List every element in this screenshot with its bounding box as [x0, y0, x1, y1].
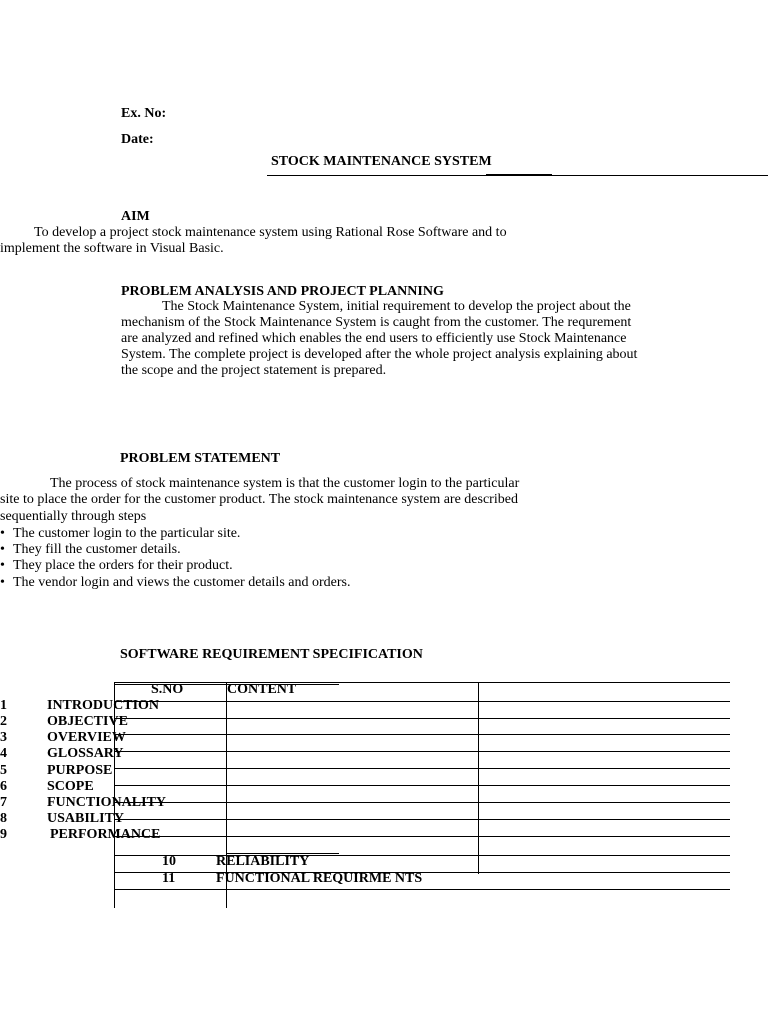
column-header-sno: S.NO	[151, 682, 184, 697]
title-underline-accent	[486, 174, 552, 176]
row-number: 7	[0, 795, 7, 810]
row-label: OBJECTIVE	[47, 714, 128, 729]
date-label: Date:	[121, 132, 154, 147]
row-number: 8	[0, 811, 7, 826]
row-label: PERFORMANCE	[50, 827, 161, 842]
problem-statement-line-2: site to place the order for the customer product. The stock maintenance system are described	[0, 492, 518, 507]
row-label: INTRODUCTION	[47, 698, 160, 713]
table-rule	[114, 785, 730, 786]
bullet-text: They fill the customer details.	[13, 542, 181, 557]
row-number: 9	[0, 827, 7, 842]
table-rule	[114, 836, 730, 837]
row-label: SCOPE	[47, 779, 94, 794]
problem-analysis-line-5: the scope and the project statement is prepared.	[121, 363, 387, 378]
bullet-text: The vendor login and views the customer details and orders.	[13, 575, 351, 590]
row-label: GLOSSARY	[47, 746, 124, 761]
row-label: RELIABILITY	[216, 854, 310, 869]
row-number: 6	[0, 779, 7, 794]
aim-line-1: To develop a project stock maintenance system using Rational Rose Software and to	[34, 225, 507, 240]
table-rule-fragment	[226, 802, 339, 803]
table-rule	[114, 889, 730, 890]
row-label: FUNCTIONALITY	[47, 795, 167, 810]
row-label: FUNCTIONAL REQUIRME NTS	[216, 871, 423, 886]
row-number: 3	[0, 730, 7, 745]
page-title: STOCK MAINTENANCE SYSTEM	[271, 154, 492, 169]
table-rule	[114, 855, 730, 856]
problem-analysis-heading: PROBLEM ANALYSIS AND PROJECT PLANNING	[121, 284, 444, 299]
table-rule	[114, 718, 730, 719]
bullet-text: The customer login to the particular site.	[13, 526, 241, 541]
row-number: 1	[0, 698, 7, 713]
ex-no-label: Ex. No:	[121, 106, 167, 121]
problem-analysis-line-1: The Stock Maintenance System, initial requirement to develop the project about the	[162, 299, 631, 314]
row-number: 10	[162, 854, 176, 869]
table-rule	[114, 802, 730, 803]
problem-analysis-line-3: are analyzed and refined which enables the end users to efficiently use Stock Maintenance	[121, 331, 627, 346]
bullet-icon: •	[0, 558, 5, 573]
problem-statement-heading: PROBLEM STATEMENT	[120, 451, 281, 466]
problem-statement-line-1: The process of stock maintenance system is that the customer login to the particular	[50, 476, 520, 491]
bullet-icon: •	[0, 575, 5, 590]
table-divider-2	[478, 682, 479, 874]
table-rule-fragment	[226, 751, 339, 752]
table-rule	[114, 768, 730, 769]
aim-line-2: implement the software in Visual Basic.	[0, 241, 224, 256]
row-number: 2	[0, 714, 7, 729]
table-rule	[114, 751, 730, 752]
table-rule	[114, 819, 730, 820]
row-number: 4	[0, 746, 7, 761]
table-rule	[114, 734, 730, 735]
problem-analysis-line-2: mechanism of the Stock Maintenance System is caught from the customer. The requrement	[121, 315, 632, 330]
table-rule	[114, 701, 730, 702]
bullet-icon: •	[0, 542, 5, 557]
problem-analysis-line-4: System. The complete project is developed after the whole project analysis explaining about	[121, 347, 638, 362]
table-rule	[114, 682, 730, 683]
aim-heading: AIM	[121, 209, 150, 224]
table-rule-fragment	[226, 819, 339, 820]
bullet-icon: •	[0, 526, 5, 541]
row-number: 11	[162, 871, 176, 886]
problem-statement-line-3: sequentially through steps	[0, 509, 147, 524]
row-label: OVERVIEW	[47, 730, 126, 745]
bullet-text: They place the orders for their product.	[13, 558, 233, 573]
column-header-content: CONTENT	[227, 682, 297, 697]
row-label: USABILITY	[47, 811, 125, 826]
row-number: 5	[0, 763, 7, 778]
row-label: PURPOSE	[47, 763, 113, 778]
srs-heading: SOFTWARE REQUIREMENT SPECIFICATION	[120, 647, 423, 662]
